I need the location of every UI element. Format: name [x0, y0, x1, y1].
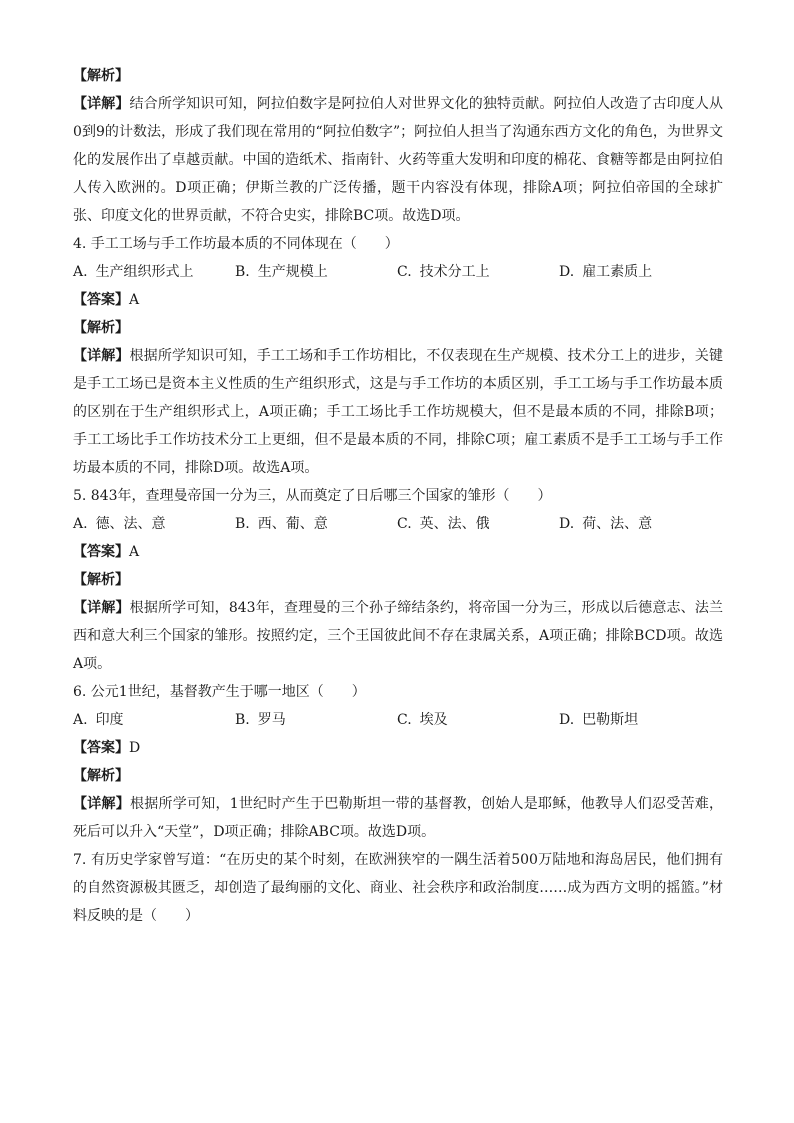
answer-value: D [129, 740, 141, 756]
option-letter: D. [559, 712, 575, 728]
option-a [73, 510, 235, 538]
explanation-paragraph [73, 90, 723, 230]
option-letter: C. [397, 712, 412, 728]
option-letter: A. [73, 712, 88, 728]
question-7-text: 7. 有历史学家曾写道：“在历史的某个时刻，在欧洲狭窄的一隅生活着500万陆地和海岛居民，他们拥有的自然资源极其匮乏，却创造了最绚丽的文化、商业、社会秩序和政治制度……成为西方文明的摇篮。”材料反映的是（ ） [73, 852, 723, 924]
document-page [73, 62, 723, 930]
option-text: 印度 [95, 712, 124, 728]
explanation-paragraph [73, 790, 723, 846]
answer-line [73, 734, 723, 762]
option-text: 德、法、意 [95, 516, 166, 532]
option-text: 巴勒斯坦 [582, 712, 639, 728]
option-c [397, 258, 559, 286]
option-b [235, 706, 397, 734]
option-d [559, 258, 721, 286]
explanation-tag: 【详解】 [73, 796, 130, 812]
answer-value: A [129, 292, 140, 308]
option-c [397, 510, 559, 538]
analysis-label: 【解析】 [73, 68, 129, 84]
option-d [559, 510, 721, 538]
analysis-label: 【解析】 [73, 768, 129, 784]
question-4: 4. 手工工场与手工作坊最本质的不同体现在（ ） [73, 236, 399, 252]
explanation-text: 根据所学可知，1世纪时产生于巴勒斯坦一带的基督教，创始人是耶稣，他教导人们忍受苦难，死后可以升入“天堂”，D项正确；排除ABC项。故选D项。 [73, 796, 724, 840]
explanation-text: 根据所学可知，843年，查理曼的三个孙子缔结条约，将帝国一分为三，形成以后德意志、法兰西和意大利三个国家的雏形。按照约定，三个王国彼此间不存在隶属关系，A项正确；排除BCD项。故选A项。 [73, 600, 723, 672]
answer-tag: 【答案】 [73, 292, 129, 308]
option-letter: D. [559, 264, 575, 280]
answer-line [73, 286, 723, 314]
question-6: 6. 公元1世纪，基督教产生于哪一地区（ ） [73, 684, 366, 700]
analysis-label: 【解析】 [73, 320, 129, 336]
answer-tag: 【答案】 [73, 544, 129, 560]
option-b [235, 258, 397, 286]
analysis-label: 【解析】 [73, 572, 129, 588]
explanation-tag: 【详解】 [73, 600, 130, 616]
option-text: 生产组织形式上 [95, 264, 194, 280]
answer-tag: 【答案】 [73, 740, 129, 756]
explanation-paragraph [73, 342, 723, 482]
option-letter: C. [397, 516, 412, 532]
option-text: 雇工素质上 [582, 264, 653, 280]
explanation-text: 结合所学知识可知，阿拉伯数字是阿拉伯人对世界文化的独特贡献。阿拉伯人改造了古印度人从0到9的计数法，形成了我们现在常用的“阿拉伯数字”；阿拉伯人担当了沟通东西方文化的角色，为世界文化的发展作出了卓越贡献。中国的造纸术、指南针、火药等重大发明和印度的棉花、食糖等都是由阿拉伯人传入欧洲的。D项正确；伊斯兰教的广泛传播，题干内容没有体现，排除A项；阿拉伯帝国的全球扩张、印度文化的世界贡献，不符合史实，排除BC项。故选D项。 [73, 96, 724, 224]
question-5-options [73, 510, 723, 538]
option-a [73, 706, 235, 734]
explanation-tag: 【详解】 [73, 348, 130, 364]
option-text: 生产规模上 [257, 264, 328, 280]
explanation-text: 根据所学知识可知，手工工场和手工作坊相比，不仅表现在生产规模、技术分工上的进步，关键是手工工场已是资本主义性质的生产组织形式，这是与手工作坊的本质区别，手工工场与手工作坊最本质的区别在于生产组织形式上，A项正确；手工工场比手工作坊规模大，但不是最本质的不同，排除B项；手工工场比手工作坊技术分工上更细，但不是最本质的不同，排除C项；雇工素质不是手工工场与手工作坊最本质的不同，排除D项。故选A项。 [73, 348, 724, 476]
explanation-paragraph [73, 594, 723, 678]
question-7 [73, 846, 723, 930]
option-letter: B. [235, 712, 250, 728]
option-letter: B. [235, 264, 250, 280]
option-b [235, 510, 397, 538]
answer-value: A [129, 544, 140, 560]
option-letter: D. [559, 516, 575, 532]
question-5: 5. 843年，查理曼帝国一分为三，从而奠定了日后哪三个国家的雏形（ ） [73, 488, 552, 504]
explanation-tag: 【详解】 [73, 96, 130, 112]
option-a [73, 258, 235, 286]
question-4-options [73, 258, 723, 286]
option-letter: B. [235, 516, 250, 532]
option-text: 荷、法、意 [582, 516, 653, 532]
option-c [397, 706, 559, 734]
option-text: 埃及 [419, 712, 448, 728]
option-letter: A. [73, 516, 88, 532]
option-text: 罗马 [257, 712, 286, 728]
option-text: 技术分工上 [419, 264, 490, 280]
answer-line [73, 538, 723, 566]
option-letter: C. [397, 264, 412, 280]
option-text: 西、葡、意 [257, 516, 328, 532]
question-6-options [73, 706, 723, 734]
option-text: 英、法、俄 [419, 516, 490, 532]
option-d [559, 706, 721, 734]
option-letter: A. [73, 264, 88, 280]
